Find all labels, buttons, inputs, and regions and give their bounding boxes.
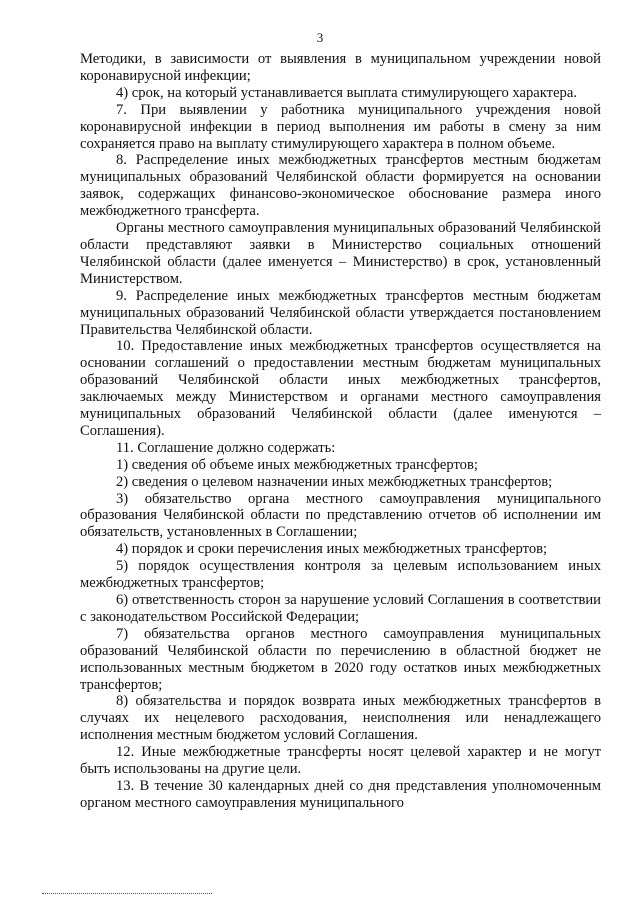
list-item: 2) сведения о целевом назначении иных межбюджетных трансфертов; [116, 473, 553, 490]
paragraph: 11. Соглашение должно содержать: [116, 439, 336, 456]
list-item: 8) обязательства и порядок возврата иных межбюджетных трансфертов в случаях их нецелевого расходования, неисполнения или ненадлежащего исполнения местным бюджетом условий Соглашения. [80, 693, 601, 744]
paragraph: 4) срок, на который устанавливается выплата стимулирующего характера. [116, 84, 577, 101]
paragraph: Органы местного самоуправления муниципальных образований Челябинской области представляют заявки в Министерство социальных отношений Челябинской области (далее именуется – Министерство) в срок, установленный Министерством. [80, 220, 601, 287]
document-body [80, 51, 601, 812]
list-item: 7) обязательства органов местного самоуправления муниципальных образований Челябинской области по перечислению в областной бюджет не использованных местным бюджетом в 2020 году остатков иных межбюджетных трансфертов; [80, 625, 601, 693]
paragraph: 9. Распределение иных межбюджетных трансфертов местным бюджетам муниципальных образований Челябинской области утверждается постановлением Правительства Челябинской области. [80, 287, 601, 338]
paragraph: 10. Предоставление иных межбюджетных трансфертов осуществляется на основании соглашений о предоставлении местным бюджетам муниципальных образований Челябинской области иных межбюджетных трансфертов, заключаемых между Министерством и органами местного самоуправления муниципальных образований Челябинской области (далее именуются – Соглашения). [80, 338, 601, 439]
page-number: 3 [316, 30, 324, 45]
paragraph: 7. При выявлении у работника муниципального учреждения новой коронавирусной инфекции в период выполнения им работы в смену за ним сохраняется право на выплату стимулирующего характера в полном объеме. [80, 101, 601, 152]
paragraph: Методики, в зависимости от выявления в муниципальном учреждении новой коронавирусной инфекции; [80, 51, 601, 84]
list-item: 5) порядок осуществления контроля за целевым использованием иных межбюджетных трансфертов; [80, 558, 601, 592]
paragraph: 13. В течение 30 календарных дней со дня представления уполномоченным органом местного самоуправления муниципального [80, 777, 601, 811]
list-item: 4) порядок и сроки перечисления иных межбюджетных трансфертов; [116, 541, 548, 558]
footer-divider [42, 893, 212, 894]
list-item: 6) ответственность сторон за нарушение условий Соглашения в соответствии с законодательством Российской Федерации; [80, 592, 601, 625]
paragraph: 8. Распределение иных межбюджетных трансфертов местным бюджетам муниципальных образований Челябинской области формируется на основании заявок, содержащих финансово-экономическое обоснование размера иного межбюджетного трансферта. [80, 152, 601, 220]
list-item: 1) сведения об объеме иных межбюджетных трансфертов; [116, 456, 478, 473]
paragraph: 12. Иные межбюджетные трансферты носят целевой характер и не могут быть использованы на другие цели. [80, 744, 601, 778]
list-item: 3) обязательство органа местного самоуправления муниципального образования Челябинской области по представлению отчетов об исполнении им обязательств, установленных в Соглашении; [80, 490, 601, 541]
